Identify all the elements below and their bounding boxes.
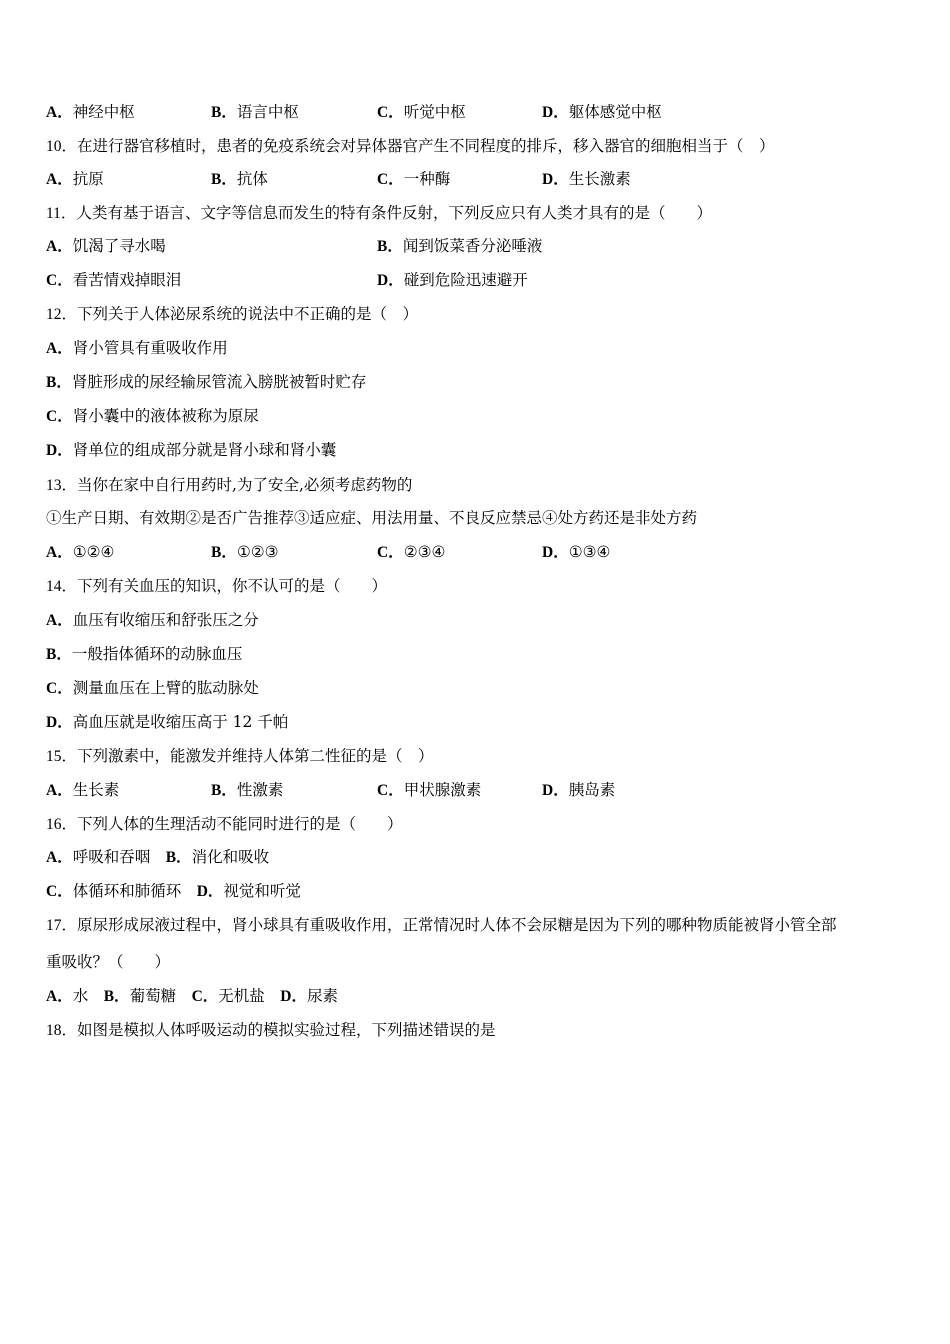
option-label: D．: [46, 442, 73, 459]
answer-options: [46, 881, 301, 902]
option-label: A．: [46, 988, 73, 1005]
option-label: A．: [46, 782, 73, 799]
option-text: ①②④: [72, 543, 115, 561]
option-label: A．: [46, 238, 73, 255]
answer-option: [46, 169, 104, 190]
option-label: C．: [377, 104, 404, 121]
option-text: 肾小管具有重吸收作用: [72, 339, 228, 357]
option-label: D．: [196, 883, 224, 900]
option-text: 体循环和肺循环: [72, 882, 197, 900]
option-text: 肾脏形成的尿经输尿管流入膀胱被暂时贮存: [71, 373, 367, 391]
answer-options: [46, 542, 906, 562]
option-text: 生长激素: [568, 170, 631, 188]
text: ①生产日期、有效期②是否广告推荐③适应症、用法用量、不良反应禁忌④处方药还是非处方药: [46, 509, 698, 527]
option-label: D．: [542, 104, 569, 121]
question-text: 下列激素中，能激发并维持人体第二性征的是（ ）: [77, 747, 434, 765]
option-text: 测量血压在上臂的肱动脉处: [72, 679, 259, 697]
option-label: B．: [211, 171, 237, 188]
question-text: 如图是模拟人体呼吸运动的模拟实验过程，下列描述错误的是: [77, 1021, 496, 1039]
option-text: 性激素: [236, 781, 284, 799]
option-text: 甲状腺激素: [403, 781, 482, 799]
answer-option: [542, 780, 615, 801]
option-label: B．: [46, 374, 72, 391]
question-number: 18．: [46, 1022, 78, 1039]
option-text: 生长素: [72, 781, 120, 799]
answer-option: [377, 102, 466, 123]
option-label: C．: [46, 408, 73, 425]
answer-option: [542, 102, 662, 123]
option-text: 肾小囊中的液体被称为原尿: [72, 407, 259, 425]
option-label: D．: [377, 272, 404, 289]
answer-option: [46, 440, 336, 461]
answer-options: [46, 236, 906, 256]
option-label: D．: [46, 714, 73, 731]
answer-options: [46, 406, 906, 426]
option-text: 水: [72, 987, 104, 1005]
answer-options: [46, 847, 269, 868]
option-label: D．: [280, 988, 307, 1005]
option-label: D．: [542, 171, 569, 188]
option-label: C．: [46, 272, 73, 289]
option-label: B．: [165, 849, 192, 866]
answer-option: [46, 610, 259, 631]
option-text: 消化和吸收: [191, 848, 270, 866]
option-label: C．: [191, 988, 219, 1005]
option-label: B．: [211, 104, 237, 121]
answer-option: [46, 270, 181, 291]
option-text: 呼吸和吞咽: [72, 848, 166, 866]
text: 重吸收？（ ）: [46, 953, 171, 971]
option-text: 肾单位的组成部分就是肾小球和肾小囊: [72, 441, 337, 459]
option-label: B．: [211, 782, 237, 799]
answer-option: [377, 542, 445, 563]
question-text: 下列人体的生理活动不能同时进行的是（ ）: [77, 815, 403, 833]
option-label: B．: [103, 988, 130, 1005]
option-label: B．: [377, 238, 403, 255]
option-label: C．: [377, 782, 404, 799]
option-text: 饥渴了寻水喝: [72, 237, 166, 255]
question-text: 下列有关血压的知识，你不认可的是（ ）: [77, 577, 388, 595]
question-text: 原尿形成尿液过程中，肾小球具有重吸收作用，正常情况时人体不会尿糖是因为下列的哪种物质能被肾小管全部: [77, 916, 837, 934]
answer-options: [46, 644, 906, 664]
question-stem: [46, 475, 412, 496]
option-text: 无机盐: [218, 987, 281, 1005]
option-text: 一种酶: [403, 170, 451, 188]
option-label: A．: [46, 544, 73, 561]
question-number: 17．: [46, 917, 78, 934]
answer-option: [211, 542, 279, 563]
option-label: C．: [46, 883, 73, 900]
question-stem: [46, 203, 712, 224]
option-label: C．: [377, 171, 404, 188]
answer-option: [46, 338, 228, 359]
option-label: A．: [46, 171, 73, 188]
answer-options: [46, 169, 906, 189]
text-line: [46, 952, 170, 972]
answer-option: [377, 270, 528, 291]
answer-option: [46, 102, 135, 123]
answer-option: [46, 678, 259, 699]
answer-option: [46, 542, 114, 563]
answer-option: [542, 542, 610, 563]
option-text: 一般指体循环的动脉血压: [71, 645, 243, 663]
question-number: 12．: [46, 306, 78, 323]
option-text: 血压有收缩压和舒张压之分: [72, 611, 259, 629]
option-text: ①②③: [236, 543, 279, 561]
option-text: 神经中枢: [72, 103, 135, 121]
answer-options: [46, 102, 906, 122]
option-text: 抗体: [236, 170, 268, 188]
question-text: 当你在家中自行用药时,为了安全,必须考虑药物的: [77, 476, 413, 494]
answer-option: [211, 169, 268, 190]
answer-option: [46, 712, 288, 733]
question-stem: [46, 304, 418, 325]
option-text: 尿素: [307, 987, 339, 1005]
question-text: 人类有基于语言、文字等信息而发生的特有条件反射，下列反应只有人类才具有的是（ ）: [76, 204, 712, 222]
answer-option: [377, 169, 450, 190]
option-label: C．: [377, 544, 404, 561]
option-text: 视觉和听觉: [223, 882, 301, 900]
answer-options: [46, 372, 906, 392]
option-text: 看苦情戏掉眼泪: [72, 271, 182, 289]
option-label: A．: [46, 104, 73, 121]
option-text: 闻到饭菜香分泌唾液: [402, 237, 543, 255]
option-text: 碰到危险迅速避开: [403, 271, 528, 289]
option-text: ①③④: [568, 543, 611, 561]
question-number: 16．: [46, 816, 78, 833]
option-text: 听觉中枢: [403, 103, 466, 121]
option-text: 高血压就是收缩压高于 12 千帕: [72, 713, 289, 731]
question-stem: [46, 136, 775, 157]
answer-options: [46, 780, 906, 800]
answer-options: [46, 712, 906, 732]
answer-option: [377, 236, 542, 257]
option-text: ②③④: [403, 543, 446, 561]
answer-option: [211, 780, 283, 801]
question-number: 11．: [46, 205, 77, 222]
answer-options: [46, 986, 338, 1007]
answer-options: [46, 270, 906, 290]
question-number: 15．: [46, 748, 78, 765]
option-label: A．: [46, 849, 73, 866]
answer-option: [377, 780, 481, 801]
answer-options: [46, 678, 906, 698]
answer-option: [542, 169, 631, 190]
question-stem: [46, 576, 387, 597]
option-label: B．: [211, 544, 237, 561]
answer-option: [46, 372, 366, 393]
answer-option: [46, 406, 259, 427]
option-label: D．: [542, 544, 569, 561]
answer-option: [46, 780, 119, 801]
question-stem: [46, 915, 837, 936]
question-stem: [46, 746, 434, 767]
question-number: 10．: [46, 138, 78, 155]
option-label: B．: [46, 646, 72, 663]
text-line: [46, 508, 697, 528]
question-stem: [46, 1020, 496, 1041]
question-text: 下列关于人体泌尿系统的说法中不正确的是（ ）: [77, 305, 419, 323]
option-label: A．: [46, 612, 73, 629]
answer-option: [46, 644, 242, 665]
option-text: 躯体感觉中枢: [568, 103, 662, 121]
option-text: 语言中枢: [236, 103, 299, 121]
question-number: 14．: [46, 578, 78, 595]
question-number: 13．: [46, 477, 78, 494]
answer-options: [46, 338, 906, 358]
question-text: 在进行器官移植时，患者的免疫系统会对异体器官产生不同程度的排斥，移入器官的细胞相当于（ ）: [77, 137, 775, 155]
answer-option: [211, 102, 299, 123]
answer-option: [46, 236, 166, 257]
option-text: 抗原: [72, 170, 104, 188]
answer-options: [46, 610, 906, 630]
option-label: D．: [542, 782, 569, 799]
option-label: A．: [46, 340, 73, 357]
question-stem: [46, 814, 403, 835]
answer-options: [46, 440, 906, 460]
option-text: 葡萄糖: [129, 987, 192, 1005]
option-label: C．: [46, 680, 73, 697]
option-text: 胰岛素: [568, 781, 616, 799]
